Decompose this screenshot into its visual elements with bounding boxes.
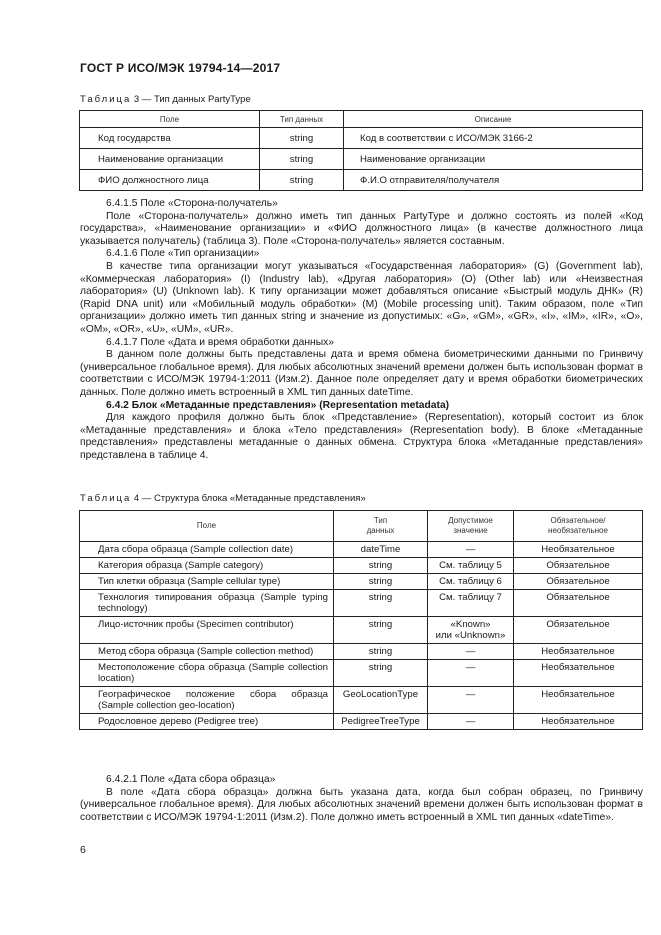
table-cell: Географическое положение сбора образца (Sample collection geo-location) bbox=[80, 687, 334, 714]
table-cell: Обязательное bbox=[514, 558, 643, 574]
table3-caption-label: Таблица bbox=[80, 94, 132, 105]
table-row bbox=[80, 128, 643, 149]
table-row bbox=[80, 558, 643, 574]
table-cell: GeoLocationType bbox=[334, 687, 428, 714]
paragraph: Поле «Сторона-получатель» должно иметь тип данных PartyType и должно состоять из полей «Код государства», «Наименование организации» и «ФИО должностного лица» (в качестве должностного лица указывается получатель) (таблица 3). Поле «Сторона-получатель» является составным. bbox=[80, 210, 643, 247]
table3-caption-text: 3 — Тип данных PartyType bbox=[131, 94, 251, 105]
table-row bbox=[80, 714, 643, 730]
table-cell: Необязательное bbox=[514, 644, 643, 660]
table4-header-cell: Поле bbox=[80, 511, 334, 542]
table-row bbox=[80, 170, 643, 191]
section-heading: 6.4.2.1 Поле «Дата сбора образца» bbox=[106, 774, 276, 785]
table-cell: Обязательное bbox=[514, 590, 643, 617]
table3-header-row bbox=[80, 111, 643, 128]
body-text-2 bbox=[80, 774, 643, 824]
table-cell: Наименование организации bbox=[80, 149, 260, 170]
section-heading: 6.4.1.5 Поле «Сторона-получатель» bbox=[106, 198, 278, 209]
table4 bbox=[79, 510, 643, 730]
table-cell: Родословное дерево (Pedigree tree) bbox=[80, 714, 334, 730]
table-cell: string bbox=[334, 574, 428, 590]
table-cell: Тип клетки образца (Sample cellular type) bbox=[80, 574, 334, 590]
table4-caption-text: 4 — Структура блока «Метаданные представления» bbox=[131, 493, 366, 504]
table-cell: ФИО должностного лица bbox=[80, 170, 260, 191]
table4-header-row bbox=[80, 511, 643, 542]
table4-header-text: Обязательное/ необязательное bbox=[548, 516, 608, 535]
table-cell: string bbox=[334, 660, 428, 687]
table-cell: Категория образца (Sample category) bbox=[80, 558, 334, 574]
section-heading-bold: 6.4.2 Блок «Метаданные представления» (Representation metadata) bbox=[106, 399, 450, 411]
table4-caption bbox=[80, 493, 366, 504]
table3-header-cell: Поле bbox=[80, 111, 260, 128]
table-cell: Местоположение сбора образца (Sample collection location) bbox=[80, 660, 334, 687]
table-cell: — bbox=[428, 644, 514, 660]
body-text-1 bbox=[80, 198, 643, 462]
table-row bbox=[80, 660, 643, 687]
table3-caption bbox=[80, 94, 251, 105]
table-cell: string bbox=[260, 170, 344, 191]
page-number: 6 bbox=[80, 844, 86, 856]
page-header: ГОСТ Р ИСО/МЭК 19794-14—2017 bbox=[80, 61, 281, 75]
table4-header-text: Допустимое значение bbox=[448, 516, 493, 535]
table-cell: Необязательное bbox=[514, 714, 643, 730]
table-cell: Необязательное bbox=[514, 687, 643, 714]
table-cell: Ф.И.О отправителя/получателя bbox=[344, 170, 643, 191]
table-cell: См. таблицу 6 bbox=[428, 574, 514, 590]
paragraph: В качестве типа организации могут указываться «Государственная лаборатория» (G) (Government lab), «Коммерческая лаборатория» (I) (Industry lab), «Другая лаборатория» (O) (Other lab) или «Неизвестная лаборатория» (U) (Unknown lab). К типу организации может добавляться описание «Быстрый модуль ДНК» (R) (Rapid DNA unit) или «Мобильный модуль обработки» (M) (Mobile processing unit). Таким образом, поле «Тип организации» должно иметь тип данных string и значение из допустимых: «G», «GM», «GR», «I», «IM», «IR», «O», «OM», «OR», «U», «UM», «UR». bbox=[80, 260, 643, 335]
table3-header-cell: Тип данных bbox=[260, 111, 344, 128]
table-cell: Обязательное bbox=[514, 574, 643, 590]
table-row bbox=[80, 590, 643, 617]
table-cell: — bbox=[428, 542, 514, 558]
table-cell: — bbox=[428, 660, 514, 687]
table-cell: PedigreeTreeType bbox=[334, 714, 428, 730]
section-heading: 6.4.1.7 Поле «Дата и время обработки данных» bbox=[106, 336, 334, 348]
paragraph: В данном поле должны быть представлены дата и время обмена биометрическими данными по Гринвичу (универсальное глобальное время). Для любых абсолютных значений времени должен быть использован формат в соответствии с ИСО/МЭК 19794-1:2011 (Изм.2). Данное поле определяет дату и время обработки биометрических данных. Поле должно иметь встроенный в XML тип данных dateTime. bbox=[80, 349, 643, 398]
table-row bbox=[80, 542, 643, 558]
table-row bbox=[80, 644, 643, 660]
section-heading: 6.4.1.6 Поле «Тип организации» bbox=[106, 248, 260, 260]
table-row bbox=[80, 149, 643, 170]
table-cell: Метод сбора образца (Sample collection method) bbox=[80, 644, 334, 660]
table-cell: «Known» или «Unknown» bbox=[428, 617, 514, 644]
paragraph: Для каждого профиля должно быть блок «Представление» (Representation), который состоит из блок «Метаданные представления» и блока «Тело представления» (Representation body). В блоке «Метаданные представления» представлены метаданные о данных обмена. Структура блока «Метаданные представления» представлена в таблице 4. bbox=[80, 412, 643, 461]
table-cell: Код государства bbox=[80, 128, 260, 149]
table-cell: Необязательное bbox=[514, 660, 643, 687]
table-cell: См. таблицу 5 bbox=[428, 558, 514, 574]
table3 bbox=[79, 110, 643, 191]
table4-caption-label: Таблица bbox=[80, 493, 132, 504]
table4-body bbox=[80, 542, 643, 730]
table-cell: string bbox=[334, 590, 428, 617]
table-cell: Необязательное bbox=[514, 542, 643, 558]
table-cell: Лицо-источник пробы (Specimen contributor) bbox=[80, 617, 334, 644]
table-cell: string bbox=[260, 128, 344, 149]
table3-header-cell: Описание bbox=[344, 111, 643, 128]
table4-header-cell bbox=[334, 511, 428, 542]
table-row bbox=[80, 687, 643, 714]
table-cell: Обязательное bbox=[514, 617, 643, 644]
section-heading bbox=[80, 400, 643, 413]
table-cell: См. таблицу 7 bbox=[428, 590, 514, 617]
table-cell: — bbox=[428, 714, 514, 730]
table-cell: dateTime bbox=[334, 542, 428, 558]
table-cell: string bbox=[260, 149, 344, 170]
table-cell: Наименование организации bbox=[344, 149, 643, 170]
table-cell: — bbox=[428, 687, 514, 714]
table4-header-cell bbox=[428, 511, 514, 542]
table-cell: string bbox=[334, 558, 428, 574]
paragraph: В поле «Дата сбора образца» должна быть указана дата, когда был собран образец, по Гринвичу (универсальное глобальное время). Для любых абсолютных значений времени должен быть использован формат в соответствии с ИСО/МЭК 19794-1:2011 (Изм.2). Поле должно иметь встроенный в XML тип данных «dateTime». bbox=[80, 786, 643, 823]
table-row bbox=[80, 617, 643, 644]
table4-header-text: Тип данных bbox=[366, 516, 395, 535]
table4-header-cell bbox=[514, 511, 643, 542]
table-cell: string bbox=[334, 617, 428, 644]
table-row bbox=[80, 574, 643, 590]
table-cell: Технология типирования образца (Sample typing technology) bbox=[80, 590, 334, 617]
table-cell: Код в соответствии с ИСО/МЭК 3166-2 bbox=[344, 128, 643, 149]
table-cell: Дата сбора образца (Sample collection date) bbox=[80, 542, 334, 558]
table-cell: string bbox=[334, 644, 428, 660]
